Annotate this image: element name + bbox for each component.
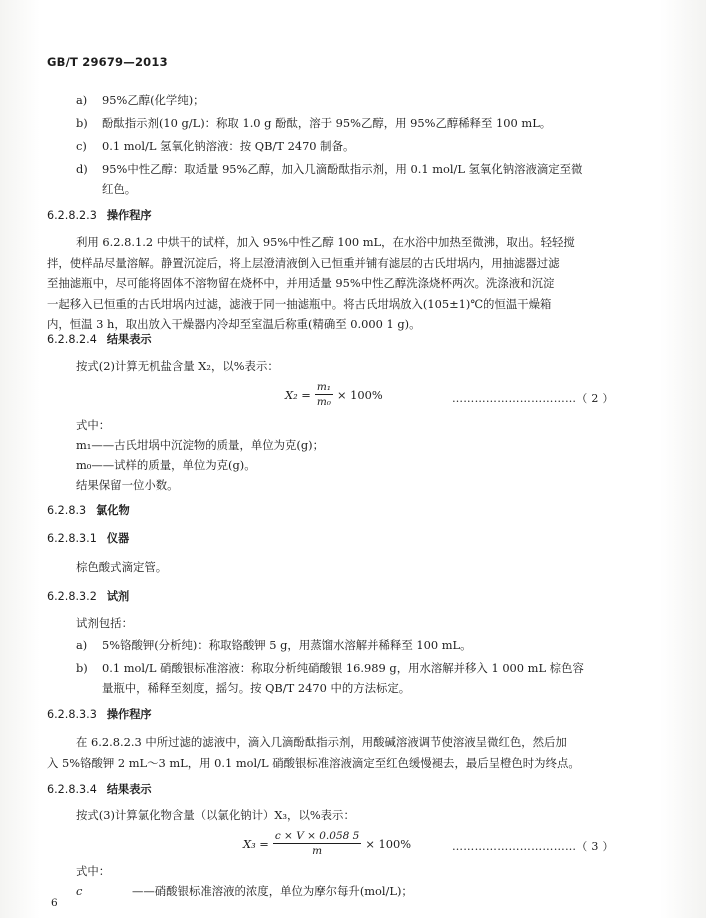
variable-definition-c <box>76 882 413 900</box>
variable-description: ——硝酸银标准溶液的浓度，单位为摩尔每升(mol/L)； <box>132 884 413 898</box>
item-text: 95%乙醇(化学纯)； <box>102 93 205 107</box>
formula-2 <box>285 381 383 408</box>
rounding-note: 结果保留一位小数。 <box>76 478 179 492</box>
equation-number-2: ……………………………（ 2 ） <box>452 392 614 405</box>
item-text: 酚酞指示剂(10 g/L)：称取 1.0 g 酚酞，溶于 95%乙醇，用 95%乙醇稀释至 100 mL。 <box>102 116 552 130</box>
section-heading-6.2.8.3.3 <box>47 707 152 723</box>
item-text: 0.1 mol/L 氢氧化钠溶液：按 QB/T 2470 制备。 <box>102 139 355 153</box>
procedure-paragraph-2 <box>47 732 613 773</box>
section-title: 操作程序 <box>106 708 152 721</box>
page-number: 6 <box>51 897 58 909</box>
fraction-numerator: m₁ <box>316 381 332 393</box>
paragraph-line: 利用 6.2.8.1.2 中烘干的试样，加入 95%中性乙醇 100 mL，在水浴中加热至微沸，取出。轻轻搅 <box>76 235 575 249</box>
section-title: 试剂 <box>106 590 130 603</box>
where-label: 式中： <box>76 418 111 432</box>
section-number: 6.2.8.3.3 <box>47 708 97 721</box>
section-heading-6.2.8.2.4 <box>47 332 152 348</box>
formula-intro: 按式(2)计算无机盐含量 X₂，以%表示： <box>76 359 279 373</box>
where-label: 式中： <box>76 864 111 878</box>
fraction <box>315 381 333 408</box>
section-number: 6.2.8.3 <box>47 504 87 517</box>
section-title: 操作程序 <box>106 209 152 222</box>
item-label: a) <box>76 638 88 652</box>
section-title: 结果表示 <box>106 333 152 346</box>
reagents-intro: 试剂包括： <box>76 616 133 630</box>
item-label: a) <box>76 93 88 107</box>
section-number: 6.2.8.2.3 <box>47 209 97 222</box>
item-label: d) <box>76 162 88 176</box>
fraction <box>273 830 362 857</box>
paragraph-line: 拌，使样品尽量溶解。静置沉淀后，将上层澄清液倒入已恒重并铺有滤层的古氏坩埚内，用抽滤器过滤 <box>47 255 560 270</box>
paragraph-line: 在 6.2.8.2.3 中所过滤的滤液中，滴入几滴酚酞指示剂，用酸碱溶液调节使溶液呈微红色，然后加 <box>76 735 567 749</box>
formula-rhs: × 100% <box>337 387 383 402</box>
fraction-denominator: m₀ <box>316 396 332 408</box>
formula-lhs: X₃ = <box>243 836 269 851</box>
variable-definition-m1: m₁——古氏坩埚中沉淀物的质量，单位为克(g)； <box>76 438 324 452</box>
section-heading-6.2.8.2.3 <box>47 208 152 224</box>
paragraph-line: 入 5%铬酸钾 2 mL～3 mL，用 0.1 mol/L 硝酸银标准溶液滴定至红色缓慢褪去，最后呈橙色时为终点。 <box>47 755 580 770</box>
item-text: 95%中性乙醇：取适量 95%乙醇，加入几滴酚酞指示剂，用 0.1 mol/L 氢氧化钠溶液滴定至微 <box>102 162 583 176</box>
reagent-item-d-continued: 红色。 <box>102 182 137 196</box>
item-text: 5%铬酸钾(分析纯)：称取铬酸钾 5 g，用蒸馏水溶解并稀释至 100 mL。 <box>102 638 472 652</box>
formula-3 <box>243 830 411 857</box>
item-text: 0.1 mol/L 硝酸银标准溶液：称取分析纯硝酸银 16.989 g，用水溶解并移入 1 000 mL 棕色容 <box>102 661 584 675</box>
paragraph-line: 一起移入已恒重的古氏坩埚内过滤，滤液于同一抽滤瓶中。将古氏坩埚放入(105±1)℃的恒温干燥箱 <box>47 296 552 311</box>
section-number: 6.2.8.2.4 <box>47 333 97 346</box>
section-number: 6.2.8.3.1 <box>47 532 97 545</box>
section-number: 6.2.8.3.2 <box>47 590 97 603</box>
section-heading-6.2.8.3.4 <box>47 782 152 798</box>
fraction-numerator: c × V × 0.058 5 <box>274 830 360 842</box>
fraction-denominator: m <box>312 845 323 857</box>
formula-lhs: X₂ = <box>285 387 311 402</box>
item-label: c) <box>76 139 87 153</box>
reagent-item-a <box>76 636 471 654</box>
paragraph-line: 至抽滤瓶中，尽可能将固体不溶物留在烧杯中，并用适量 95%中性乙醇洗涤烧杯两次。洗涤液和沉淀 <box>47 276 555 290</box>
equation-number-3: ……………………………（ 3 ） <box>452 840 614 853</box>
reagent-item-c <box>76 137 354 155</box>
formula-rhs: × 100% <box>365 836 412 851</box>
section-number: 6.2.8.3.4 <box>47 783 97 796</box>
section-title: 仪器 <box>106 532 130 545</box>
formula-intro: 按式(3)计算氯化物含量（以氯化钠计）X₃，以%表示： <box>76 808 355 822</box>
reagent-item-b <box>76 659 584 677</box>
paragraph-line: 内，恒温 3 h，取出放入干燥器内冷却至室温后称重(精确至 0.000 1 g)。 <box>47 317 421 331</box>
section-heading-6.2.8.3 <box>47 503 130 519</box>
variable-symbol: c <box>76 884 83 898</box>
apparatus-text: 棕色酸式滴定管。 <box>76 560 168 574</box>
section-title: 结果表示 <box>106 783 152 796</box>
item-label: b) <box>76 116 88 130</box>
reagent-item-b <box>76 114 551 132</box>
section-title: 氯化物 <box>96 504 130 517</box>
reagent-item-d <box>76 160 582 178</box>
item-label: b) <box>76 661 88 675</box>
section-heading-6.2.8.3.1 <box>47 531 129 547</box>
section-heading-6.2.8.3.2 <box>47 589 129 605</box>
procedure-paragraph-1 <box>47 232 613 335</box>
variable-definition-m0: m₀——试样的质量，单位为克(g)。 <box>76 458 256 472</box>
standard-code-header: GB/T 29679—2013 <box>47 55 168 69</box>
reagent-item-b-continued: 量瓶中，稀释至刻度，摇匀。按 QB/T 2470 中的方法标定。 <box>102 681 411 695</box>
reagent-item-a <box>76 91 205 109</box>
